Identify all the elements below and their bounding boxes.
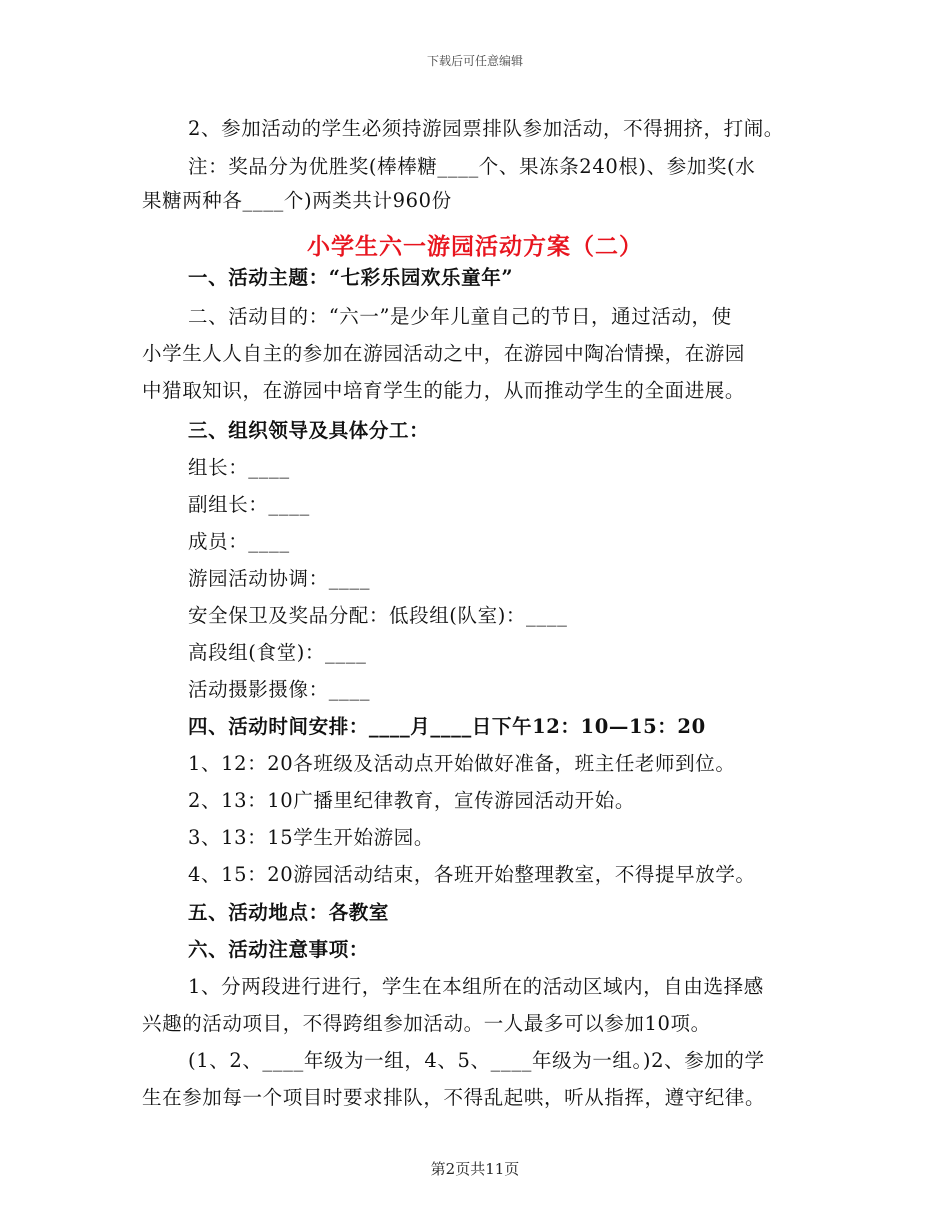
paragraph-line: 果糖两种各____个)两类共计960份 [142,189,452,212]
schedule-item: 2、13：10广播里纪律教育，宣传游园活动开始。 [188,789,635,812]
role-line: 副组长：____ [188,493,310,516]
note-line: 生在参加每一个项目时要求排队，不得乱起哄，听从指挥，遵守纪律。 [142,1086,766,1109]
paragraph-line: 中猎取知识，在游园中培育学生的能力，从而推动学生的全面进展。 [142,379,746,402]
role-line: 高段组(食堂)：____ [188,641,367,664]
role-line: 安全保卫及奖品分配：低段组(队室)：____ [188,604,568,627]
section-heading-theme: 一、活动主题：“七彩乐园欢乐童年” [188,266,514,289]
note-line: 1、分两段进行进行，学生在本组所在的活动区域内，自由选择感 [188,975,764,998]
schedule-item: 4、15：20游园活动结束，各班开始整理教室，不得提早放学。 [188,863,756,886]
note-line: (1、2、____年级为一组，4、5、____年级为一组。)2、参加的学 [188,1049,765,1072]
role-line: 组长：____ [188,456,290,479]
note-line: 兴趣的活动项目，不得跨组参加活动。一人最多可以参加10项。 [142,1012,711,1035]
page-footer: 第2页共11页 [430,1160,520,1178]
section-heading-organization: 三、组织领导及具体分工： [188,419,430,442]
paragraph-line: 二、活动目的：“六一”是少年儿童自己的节日，通过活动，使 [188,305,732,328]
section-heading-schedule: 四、活动时间安排：____月____日下午12：10—15：20 [188,715,706,738]
section-heading-notes: 六、活动注意事项： [188,938,369,961]
role-line: 成员：____ [188,530,290,553]
header-note: 下载后可任意编辑 [426,54,523,68]
paragraph-line: 小学生人人自主的参加在游园活动之中，在游园中陶冶情操，在游园 [142,342,746,365]
paragraph-line: 注：奖品分为优胜奖(棒棒糖____个、果冻条240根)、参加奖(水 [188,155,756,178]
paragraph-line: 2、参加活动的学生必须持游园票排队参加活动，不得拥挤，打闹。 [188,117,784,140]
role-line: 活动摄影摄像：____ [188,678,371,701]
role-line: 游园活动协调：____ [188,567,371,590]
schedule-item: 3、13：15学生开始游园。 [188,826,434,849]
schedule-item: 1、12：20各班级及活动点开始做好准备，班主任老师到位。 [188,752,736,775]
section-heading-location: 五、活动地点：各教室 [188,901,390,924]
document-title: 小学生六一游园活动方案（二） [307,234,643,260]
